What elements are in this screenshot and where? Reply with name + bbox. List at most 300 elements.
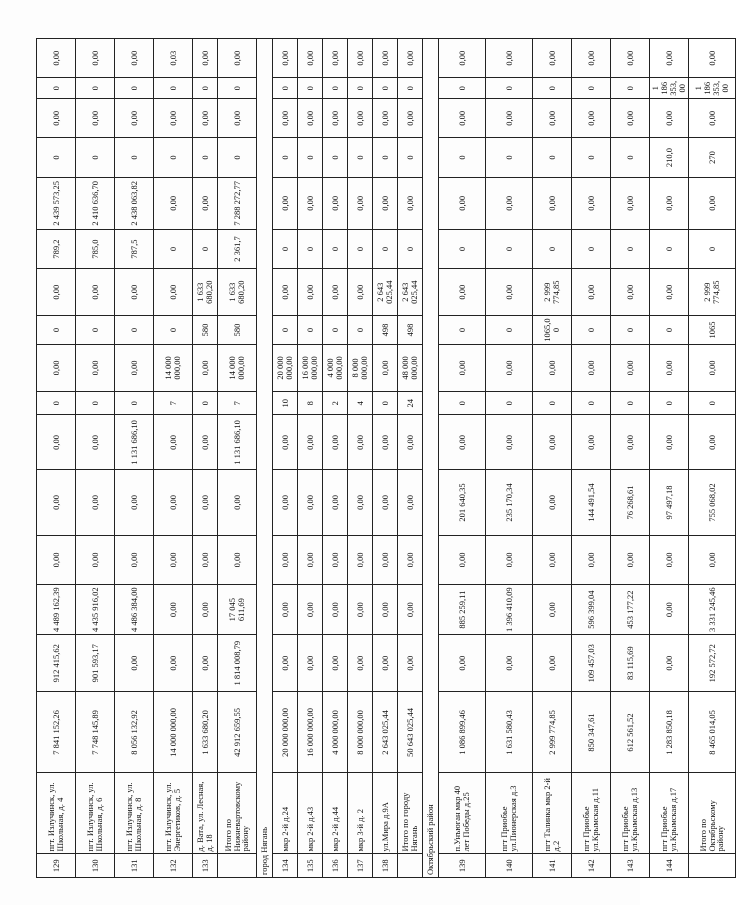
section-row-district-label: Октябрьский район [423,39,439,878]
value-cell: 2 999 774,85 [533,269,572,316]
value-cell: 0 [486,391,533,415]
value-cell: 2 439 573,25 [37,177,76,229]
value-cell: 755 068,02 [689,470,736,535]
value-cell: 0 [115,78,154,99]
value-cell: 4 000 000,00 [323,344,348,391]
value-cell: 0 [37,138,76,177]
value-cell: 0 [611,391,650,415]
value-cell: 0 [348,138,373,177]
table-row [154,39,193,878]
value-cell: 0,00 [323,634,348,692]
value-cell: 0 [323,138,348,177]
value-cell: 0,00 [273,535,298,585]
value-cell: 0,03 [154,39,193,78]
value-cell: 0 [154,229,193,268]
value-cell: 0,00 [154,535,193,585]
value-cell: 0 [611,138,650,177]
value-cell: 8 [298,391,323,415]
value-cell: 885 259,11 [439,585,486,635]
value-cell: 0,00 [373,177,398,229]
value-cell: 0,00 [193,344,218,391]
address-cell: пгт Приобье ул.Крымская д.17 [650,773,689,854]
value-cell: 7 841 152,26 [37,692,76,773]
value-cell: 0,00 [373,344,398,391]
row-number-cell: 136 [323,854,348,878]
row-number-cell: 139 [439,854,486,878]
value-cell: 0 [398,229,423,268]
value-cell: 0 [323,229,348,268]
value-cell: 0,00 [650,177,689,229]
value-cell: 0 [439,229,486,268]
value-cell: 0,00 [398,535,423,585]
value-cell: 0,00 [115,470,154,535]
value-cell: 0,00 [154,415,193,470]
value-cell: 1065 [689,316,736,345]
value-cell: 0 [486,138,533,177]
address-cell: Итого по Октябрьскому району [689,773,736,854]
row-number-cell: 134 [273,854,298,878]
value-cell: 0,00 [193,99,218,138]
row-number-cell [689,854,736,878]
value-cell: 0,00 [533,535,572,585]
value-cell: 0 [373,391,398,415]
value-cell: 0,00 [689,415,736,470]
value-cell: 0,00 [533,634,572,692]
value-cell: 0,00 [298,39,323,78]
row-number-cell: 142 [572,854,611,878]
value-cell: 144 491,54 [572,470,611,535]
value-cell: 2 410 636,70 [76,177,115,229]
value-cell: 0,00 [650,585,689,635]
row-number-cell: 129 [37,854,76,878]
value-cell: 0,00 [348,39,373,78]
value-cell: 0,00 [348,470,373,535]
value-cell: 0,00 [373,535,398,585]
value-cell: 0,00 [323,177,348,229]
value-cell: 0 [650,391,689,415]
value-cell: 0,00 [273,39,298,78]
value-cell: 0,00 [76,99,115,138]
value-cell: 0,00 [298,634,323,692]
value-cell: 192 572,72 [689,634,736,692]
section-row-city-label: город Нягань [257,39,273,878]
value-cell: 0 [273,78,298,99]
value-cell: 0,00 [298,470,323,535]
value-cell: 8 000 000,00 [348,692,373,773]
value-cell: 0,00 [37,344,76,391]
value-cell: 2 999 774,85 [689,269,736,316]
value-cell: 3 331 245,46 [689,585,736,635]
value-cell: 1 814 008,79 [218,634,257,692]
value-cell: 0 [486,78,533,99]
value-cell: 0,00 [486,39,533,78]
value-cell: 0,00 [572,269,611,316]
value-cell: 0,00 [115,269,154,316]
value-cell: 0,00 [193,39,218,78]
value-cell: 0,00 [398,39,423,78]
value-cell: 580 [218,316,257,345]
value-cell: 0,00 [37,99,76,138]
value-cell: 0 [298,316,323,345]
value-cell: 0,00 [650,415,689,470]
row-number-cell: 143 [611,854,650,878]
address-cell: пгт Приобье ул.Пионерская д.3 [486,773,533,854]
value-cell: 1 131 686,10 [115,415,154,470]
address-cell: пгт. Излучинск, ул. Школьная, д. 4 [37,773,76,854]
value-cell: 0,00 [572,177,611,229]
value-cell: 0,00 [611,415,650,470]
value-cell: 0 [439,316,486,345]
value-cell: 0,00 [398,470,423,535]
value-cell: 0 [193,138,218,177]
value-cell: 0,00 [115,344,154,391]
value-cell: 0 [689,229,736,268]
value-cell: 0,00 [273,99,298,138]
value-cell: 0,00 [650,535,689,585]
value-cell: 0,00 [398,634,423,692]
value-cell: 0,00 [348,99,373,138]
value-cell: 1065,00 [533,316,572,345]
value-cell: 0 [273,316,298,345]
value-cell: 0 [298,138,323,177]
value-cell: 4 000 000,00 [323,692,348,773]
value-cell: 2 643 025,44 [398,269,423,316]
value-cell: 0,00 [486,177,533,229]
table-row [373,39,398,878]
value-cell: 0,00 [37,470,76,535]
value-cell: 2 438 063,82 [115,177,154,229]
value-cell: 2 643 025,44 [373,692,398,773]
value-cell: 0 [650,229,689,268]
value-cell: 0 [76,391,115,415]
value-cell: 0 [76,78,115,99]
value-cell: 0,00 [273,470,298,535]
address-cell: ул.Мира д.9А [373,773,398,854]
value-cell: 0 [193,391,218,415]
value-cell: 901 593,17 [76,634,115,692]
address-cell: мкр 2-й д.43 [298,773,323,854]
value-cell: 0 [218,78,257,99]
value-cell: 0,00 [439,415,486,470]
value-cell: 0,00 [323,535,348,585]
address-cell: пгт Приобье ул.Крымская д.13 [611,773,650,854]
value-cell: 498 [398,316,423,345]
value-cell: 8 465 014,05 [689,692,736,773]
value-cell: 0 [650,316,689,345]
value-cell: 0,00 [273,177,298,229]
value-cell: 97 497,18 [650,470,689,535]
value-cell: 0,00 [76,535,115,585]
value-cell: 0 [115,316,154,345]
value-cell: 0,00 [439,344,486,391]
value-cell: 0 [154,316,193,345]
value-cell: 0,00 [76,415,115,470]
value-cell: 0 [298,78,323,99]
value-cell: 0 [533,138,572,177]
value-cell: 0 [439,138,486,177]
value-cell: 4 489 162,39 [37,585,76,635]
value-cell: 1 186 353,00 [650,78,689,99]
value-cell: 0,00 [115,39,154,78]
value-cell: 0,00 [439,177,486,229]
value-cell: 0,00 [486,99,533,138]
table-row [439,39,486,878]
value-cell: 912 415,62 [37,634,76,692]
value-cell: 0,00 [572,39,611,78]
value-cell: 0,00 [76,344,115,391]
table-total-row [218,39,257,878]
value-cell: 0,00 [439,535,486,585]
value-cell: 0,00 [298,585,323,635]
value-cell: 1 631 580,43 [486,692,533,773]
value-cell: 1 186 353,00 [689,78,736,99]
address-cell: пгт Талинка мкр 2-й д.2 [533,773,572,854]
value-cell: 4 486 384,00 [115,585,154,635]
value-cell: 0,00 [611,344,650,391]
value-cell: 0,00 [486,535,533,585]
value-cell: 0,00 [373,99,398,138]
value-cell: 0,00 [115,634,154,692]
table-row [486,39,533,878]
value-cell: 0 [193,229,218,268]
value-cell: 83 115,69 [611,634,650,692]
value-cell: 0,00 [572,344,611,391]
value-cell: 0 [572,78,611,99]
value-cell: 0,00 [154,470,193,535]
value-cell: 0,00 [323,415,348,470]
value-cell: 17 045 611,69 [218,585,257,635]
address-cell: пгт Приобье ул.Крымская д.11 [572,773,611,854]
table-row [115,39,154,878]
table-row [323,39,348,878]
row-number-cell: 135 [298,854,323,878]
value-cell: 0 [218,138,257,177]
value-cell: 0,00 [348,585,373,635]
value-cell: 42 912 659,55 [218,692,257,773]
value-cell: 0 [572,316,611,345]
section-row-city [257,39,273,878]
value-cell: 0,00 [572,99,611,138]
value-cell: 0,00 [611,269,650,316]
value-cell: 48 000 000,00 [398,344,423,391]
table-row [611,39,650,878]
value-cell: 0,00 [398,415,423,470]
value-cell: 0 [533,78,572,99]
value-cell: 1 396 410,09 [486,585,533,635]
value-cell: 0,00 [323,269,348,316]
section-row-district [423,39,439,878]
value-cell: 7 [154,391,193,415]
address-cell: Итого по Нижневартовскому району [218,773,257,854]
value-cell: 0,00 [611,39,650,78]
value-cell: 0,00 [298,535,323,585]
table-row [298,39,323,878]
value-cell: 0,00 [218,535,257,585]
rotated-table-wrapper [36,38,730,878]
value-cell: 0,00 [611,177,650,229]
value-cell: 0,00 [689,535,736,585]
value-cell: 0,00 [373,585,398,635]
value-cell: 0,00 [154,269,193,316]
value-cell: 0 [572,138,611,177]
value-cell: 8 056 132,92 [115,692,154,773]
value-cell: 0,00 [37,415,76,470]
value-cell: 0,00 [533,470,572,535]
value-cell: 0,00 [439,269,486,316]
value-cell: 0,00 [348,634,373,692]
row-number-cell: 137 [348,854,373,878]
row-number-cell: 131 [115,854,154,878]
value-cell: 0 [323,78,348,99]
value-cell: 0,00 [373,634,398,692]
value-cell: 0 [154,138,193,177]
value-cell: 0,00 [689,177,736,229]
value-cell: 0,00 [154,585,193,635]
value-cell: 0,00 [298,99,323,138]
value-cell: 109 457,03 [572,634,611,692]
value-cell: 0,00 [348,415,373,470]
value-cell: 0 [373,78,398,99]
value-cell: 0,00 [533,344,572,391]
value-cell: 0,00 [298,177,323,229]
value-cell: 0,00 [273,415,298,470]
value-cell: 0,00 [76,39,115,78]
value-cell: 0 [689,391,736,415]
value-cell: 0,00 [348,177,373,229]
value-cell: 0,00 [273,269,298,316]
value-cell: 0,00 [439,634,486,692]
value-cell: 0,00 [611,535,650,585]
address-cell: мкр 2-й д.24 [273,773,298,854]
value-cell: 0 [373,138,398,177]
value-cell: 0,00 [76,470,115,535]
value-cell: 0 [572,391,611,415]
value-cell: 0,00 [373,415,398,470]
value-cell: 0,00 [218,99,257,138]
value-cell: 0 [439,391,486,415]
value-cell: 0 [273,229,298,268]
value-cell: 0 [37,316,76,345]
value-cell: 0,00 [273,585,298,635]
address-cell: пгт. Излучинск, ул. Школьная, д. 6 [76,773,115,854]
value-cell: 0,00 [193,415,218,470]
value-cell: 7 [218,391,257,415]
table-row [533,39,572,878]
table-total-row [689,39,736,878]
value-cell: 850 347,61 [572,692,611,773]
value-cell: 789,2 [37,229,76,268]
value-cell: 0,00 [37,535,76,585]
value-cell: 0,00 [611,99,650,138]
value-cell: 0,00 [398,177,423,229]
value-cell: 0,00 [533,39,572,78]
value-cell: 0,00 [193,634,218,692]
value-cell: 0,00 [273,634,298,692]
value-cell: 0,00 [115,535,154,585]
value-cell: 0 [323,316,348,345]
value-cell: 7 748 145,89 [76,692,115,773]
table-total-row [398,39,423,878]
value-cell: 0 [348,78,373,99]
value-cell: 612 561,52 [611,692,650,773]
value-cell: 0,00 [533,415,572,470]
row-number-cell: 138 [373,854,398,878]
value-cell: 785,0 [76,229,115,268]
value-cell: 0 [76,138,115,177]
value-cell: 0,00 [193,470,218,535]
value-cell: 0 [348,316,373,345]
value-cell: 0,00 [323,99,348,138]
value-cell: 0 [572,229,611,268]
value-cell: 0 [348,229,373,268]
address-cell: мкр 3-й д. 2 [348,773,373,854]
value-cell: 0,00 [154,634,193,692]
value-cell: 0,00 [373,39,398,78]
value-cell: 20 000 000,00 [273,344,298,391]
value-cell: 0,00 [650,269,689,316]
table-row [348,39,373,878]
value-cell: 20 000 000,00 [273,692,298,773]
value-cell: 0,00 [323,585,348,635]
row-number-cell: 132 [154,854,193,878]
value-cell: 4 435 916,02 [76,585,115,635]
value-cell: 201 640,35 [439,470,486,535]
value-cell: 7 288 272,77 [218,177,257,229]
value-cell: 0 [486,316,533,345]
value-cell: 0,00 [323,470,348,535]
value-cell: 16 000 000,00 [298,692,323,773]
value-cell: 0,00 [689,39,736,78]
value-cell: 0,00 [37,39,76,78]
value-cell: 0 [37,78,76,99]
value-cell: 0,00 [193,177,218,229]
value-cell: 8 000 000,00 [348,344,373,391]
value-cell: 2 999 774,85 [533,692,572,773]
value-cell: 0,00 [650,99,689,138]
value-cell: 787,5 [115,229,154,268]
value-cell: 0 [273,138,298,177]
value-cell: 0,00 [193,585,218,635]
value-cell: 270 [689,138,736,177]
value-cell: 1 283 850,18 [650,692,689,773]
value-cell: 1 633 680,20 [193,269,218,316]
value-cell: 0,00 [689,99,736,138]
value-cell: 0 [398,78,423,99]
table-row [193,39,218,878]
value-cell: 1 086 899,46 [439,692,486,773]
value-cell: 0,00 [323,39,348,78]
row-number-cell [218,854,257,878]
value-cell: 0,00 [486,269,533,316]
value-cell: 0 [37,391,76,415]
value-cell: 0,00 [76,269,115,316]
value-cell: 1 131 686,10 [218,415,257,470]
row-number-cell: 140 [486,854,533,878]
value-cell: 0,00 [348,535,373,585]
value-cell: 498 [373,316,398,345]
value-cell: 0,00 [154,99,193,138]
value-cell: 0,00 [439,39,486,78]
value-cell: 24 [398,391,423,415]
value-cell: 0,00 [572,535,611,585]
address-cell: пгт. Излучинск, ул. Энергетиков, д. 5 [154,773,193,854]
value-cell: 0 [486,229,533,268]
value-cell: 14 000 000,00 [154,692,193,773]
value-cell: 0,00 [115,99,154,138]
value-cell: 10 [273,391,298,415]
value-cell: 453 177,22 [611,585,650,635]
value-cell: 0,00 [650,344,689,391]
